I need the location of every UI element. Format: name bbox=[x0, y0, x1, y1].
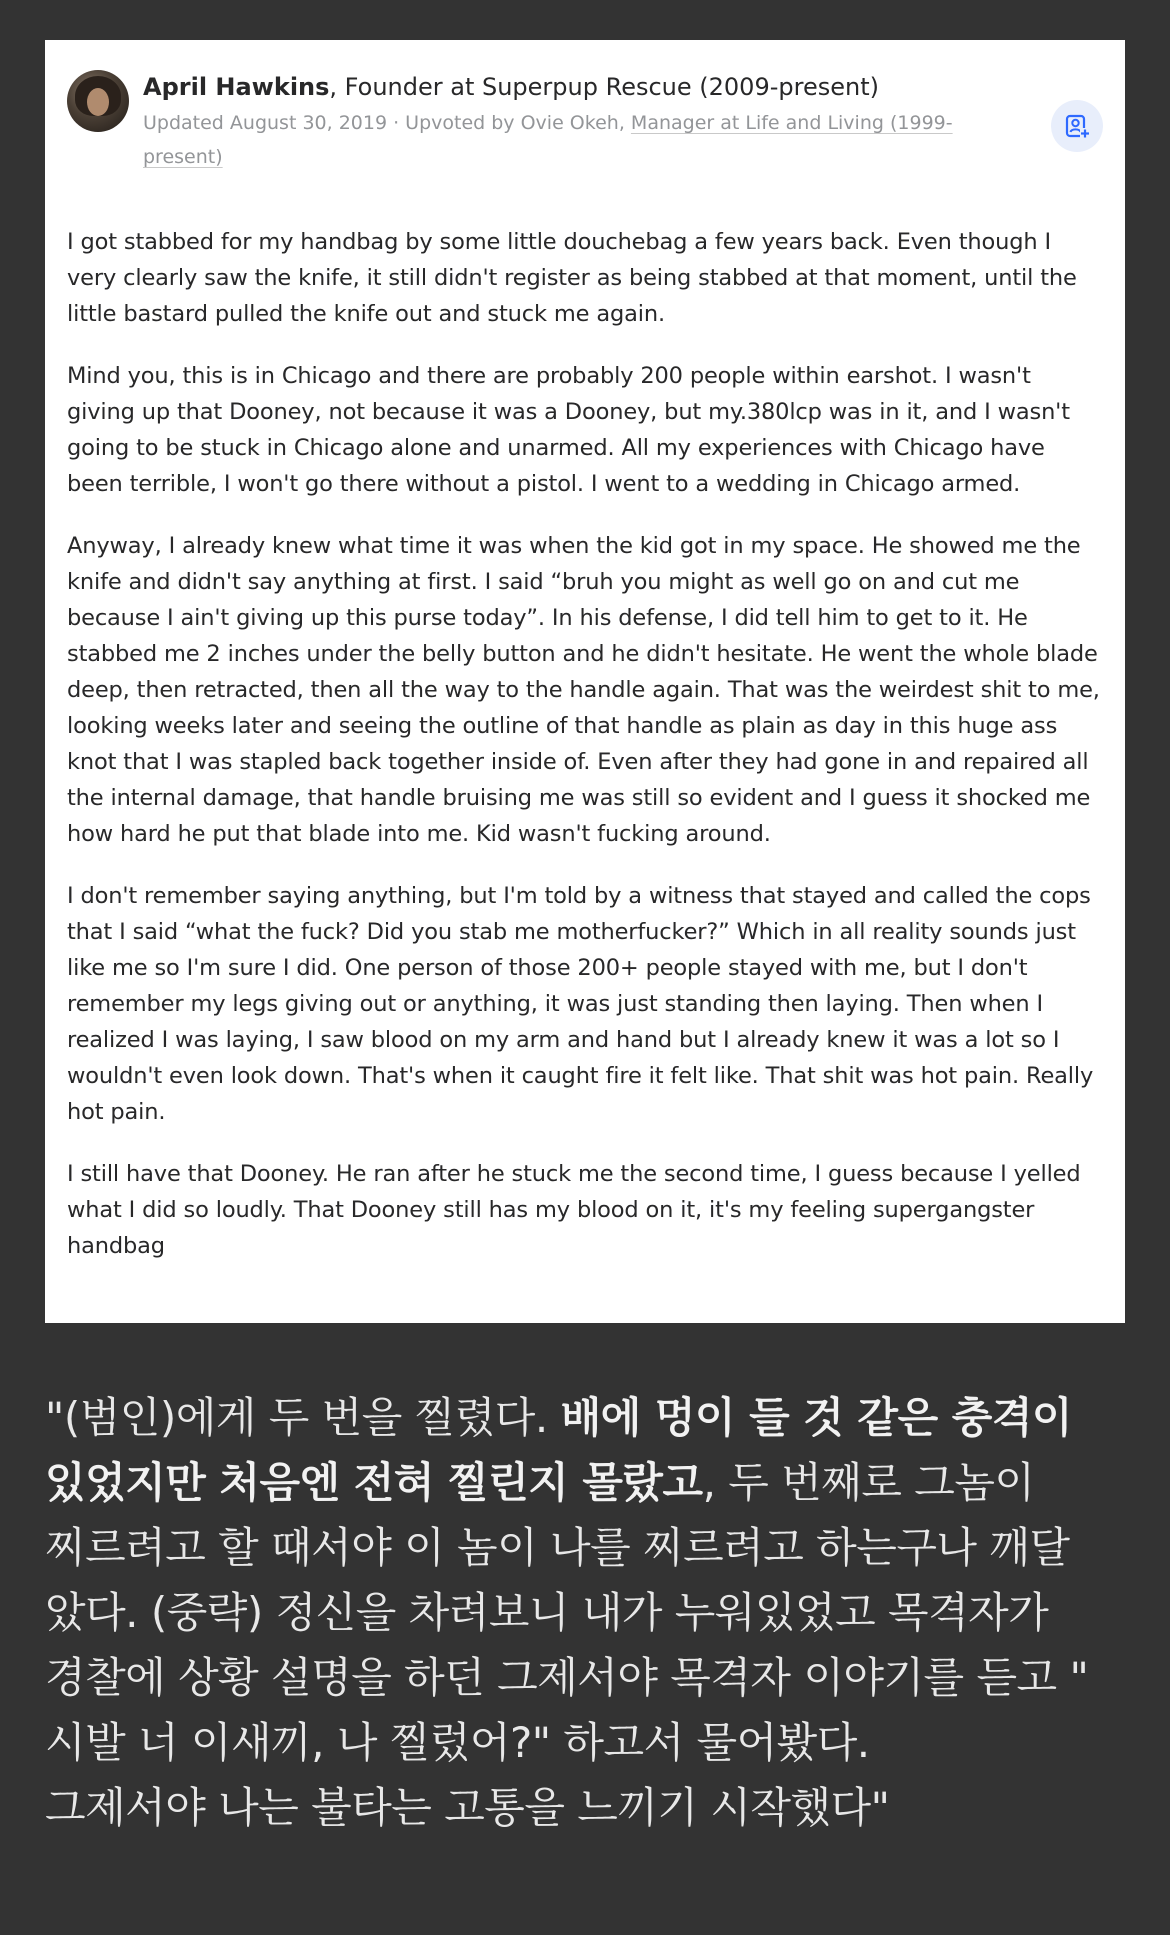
caption-line: 경찰에 상황 설명을 하던 그제서야 목격자 이야기를 듣고 " bbox=[45, 1653, 1089, 1702]
caption-line bbox=[45, 1385, 1130, 1450]
author-line bbox=[143, 70, 1023, 104]
answer-paragraph: I got stabbed for my handbag by some little douchebag a few years back. Even though I very clearly saw the knife, it still didn't register as being stabbed at that moment, until the little bastard pulled the knife out and stuck me again. bbox=[67, 229, 1077, 327]
caption-text: "(범인)에게 두 번을 찔렸다. bbox=[45, 1393, 561, 1442]
caption-line: 찌르려고 할 때서야 이 놈이 나를 찌르려고 하는구나 깨달 bbox=[45, 1523, 1070, 1572]
caption-emphasis: 있었지만 처음엔 전혀 찔린지 몰랐고 bbox=[45, 1458, 703, 1507]
follow-author-button[interactable] bbox=[1051, 100, 1103, 152]
answer-paragraph: I don't remember saying anything, but I'm told by a witness that stayed and called the cops that I said “what the fuck? Did you stab me motherfucker?” Which in all reality sounds just like me so I'm sure I did. One person of those 200+ people stayed with me, but I don't remember my legs giving out or anything, it was just standing then laying. Then when I realized I was laying, I saw blood on my arm and hand but I already knew it was a lot so I wouldn't even look down. That's when it caught fire it felt like. That shit was hot pain. Really hot pain. bbox=[67, 883, 1094, 1125]
answer-card bbox=[45, 40, 1125, 1323]
upvoter-name[interactable]: Ovie Okeh bbox=[520, 112, 619, 134]
caption-line: 시발 너 이새끼, 나 찔렀어?" 하고서 물어봤다. bbox=[45, 1718, 870, 1767]
caption-line: 그제서야 나는 불타는 고통을 느끼기 시작했다" bbox=[45, 1783, 890, 1832]
add-person-icon bbox=[1064, 113, 1090, 139]
caption-emphasis: 배에 멍이 들 것 같은 충격이 bbox=[560, 1393, 1072, 1442]
answer-sub-line bbox=[143, 106, 1023, 174]
answer-paragraph: Mind you, this is in Chicago and there are probably 200 people within earshot. I wasn't giving up that Dooney, not because it was a Dooney, but my.380lcp was in it, and I wasn't going to be stuck in Chicago alone and unarmed. All my experiences with Chicago have been terrible, I won't go there without a pistol. I went to a wedding in Chicago armed. bbox=[67, 363, 1070, 497]
avatar-face bbox=[87, 88, 109, 116]
korean-caption bbox=[45, 1385, 1130, 1840]
updated-text: Updated August 30, 2019 · Upvoted by bbox=[143, 112, 521, 134]
answer-paragraph: Anyway, I already knew what time it was when the kid got in my space. He showed me the knife and didn't say anything at first. I said “bruh you might as well go on and cut me because I ain't giving up this purse today”. In his defense, I did tell him to get to it. He stabbed me 2 inches under the belly button and he didn't hesitate. He went the whole blade deep, then retracted, then all the way to the handle again. That was the weirdest shit to me, looking weeks later and seeing the outline of that handle as plain as day in this huge ass knot that I was stapled back together inside of. Even after they had gone in and repaired all the internal damage, that handle bruising me was still so evident and I guess it shocked me how hard he put that blade into me. Kid wasn't fucking around. bbox=[67, 533, 1100, 847]
author-name[interactable]: April Hawkins bbox=[143, 73, 330, 101]
answer-body bbox=[67, 224, 1103, 1264]
answer-paragraph: I still have that Dooney. He ran after he stuck me the second time, I guess because I yelled what I did so loudly. That Dooney still has my blood on it, it's my feeling supergangster handbag bbox=[67, 1161, 1081, 1259]
caption-text: , 두 번째로 그놈이 bbox=[702, 1458, 1035, 1507]
author-credential: , Founder at Superpup Rescue (2009-present) bbox=[329, 73, 879, 101]
author-meta bbox=[143, 70, 1023, 174]
upvoter-separator: , bbox=[618, 112, 631, 134]
answer-header bbox=[67, 70, 1103, 210]
caption-line bbox=[45, 1450, 1130, 1515]
author-avatar[interactable] bbox=[67, 70, 129, 132]
caption-line: 았다. (중략) 정신을 차려보니 내가 누워있었고 목격자가 bbox=[45, 1588, 1049, 1637]
upvoter-credential[interactable]: Manager at Life and Living (1999-present) bbox=[143, 112, 953, 168]
